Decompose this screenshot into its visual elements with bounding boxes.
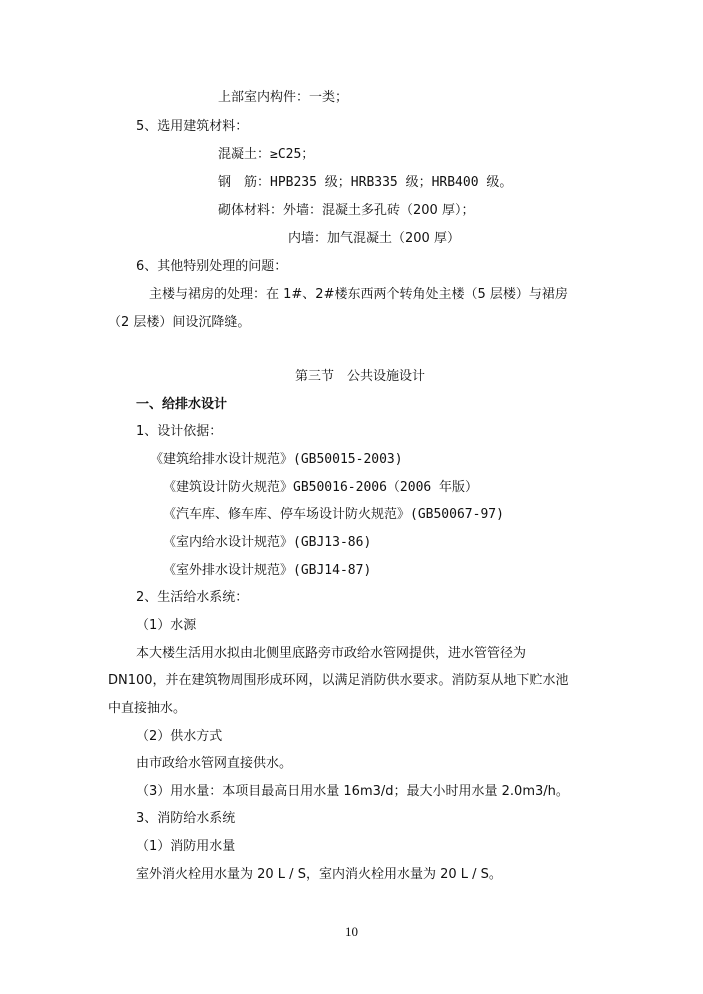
- special-heading: 6、其他特别处理的问题：: [136, 259, 288, 274]
- water-heading: 一、给排水设计: [136, 397, 228, 412]
- section-title: 第三节 公共设施设计: [295, 369, 426, 384]
- fire-usage-text: 室外消火栓用水量为 20 L / S，室内消火栓用水量为 20 L / S。: [136, 867, 502, 882]
- concrete-line: 混凝土：≥C25；: [218, 147, 315, 162]
- fire-heading: 3、消防给水系统: [136, 811, 236, 826]
- standard-item: 《建筑给排水设计规范》(GB50015-2003): [150, 452, 403, 467]
- standard-item: 《室外排水设计规范》(GBJ14-87): [163, 563, 372, 578]
- interior-members-line: 上部室内构件：一类；: [218, 90, 349, 105]
- masonry-interior-line: 内墙：加气混凝土（200 厚）: [288, 231, 460, 246]
- source-heading: （1）水源: [136, 618, 197, 633]
- special-text-line-1: 主楼与裙房的处理：在 1#、2#楼东西两个转角处主楼（5 层楼）与裙房: [149, 287, 568, 302]
- standard-item: 《汽车库、修车库、停车场设计防火规范》(GB50067-97): [163, 507, 504, 522]
- masonry-exterior-line: 砌体材料：外墙：混凝土多孔砖（200 厚）；: [218, 203, 475, 218]
- standard-item: 《建筑设计防火规范》GB50016-2006（2006 年版）: [163, 480, 479, 495]
- source-text-line-3: 中直接抽水。: [108, 701, 187, 716]
- usage-text: （3）用水量：本项目最高日用水量 16m3/d；最大小时用水量 2.0m3/h。: [136, 784, 569, 799]
- standard-item: 《室内给水设计规范》(GBJ13-86): [163, 535, 372, 550]
- materials-heading: 5、选用建筑材料：: [136, 119, 249, 134]
- source-text-line-1: 本大楼生活用水拟由北侧里底路旁市政给水管网提供，进水管管径为: [136, 646, 527, 661]
- steel-line: 钢 筋：HPB235 级；HRB335 级；HRB400 级。: [218, 175, 513, 190]
- page-number: 10: [345, 924, 358, 939]
- special-text-line-2: （2 层楼）间设沉降缝。: [108, 315, 251, 330]
- source-text-line-2: DN100，并在建筑物周围形成环网，以满足消防供水要求。消防泵从地下贮水池: [108, 673, 569, 688]
- supply-heading: 2、生活给水系统：: [136, 590, 249, 605]
- basis-heading: 1、设计依据：: [136, 424, 223, 439]
- method-heading: （2）供水方式: [136, 729, 223, 744]
- method-text: 由市政给水管网直接供水。: [136, 756, 293, 771]
- fire-usage-heading: （1）消防用水量: [136, 839, 236, 854]
